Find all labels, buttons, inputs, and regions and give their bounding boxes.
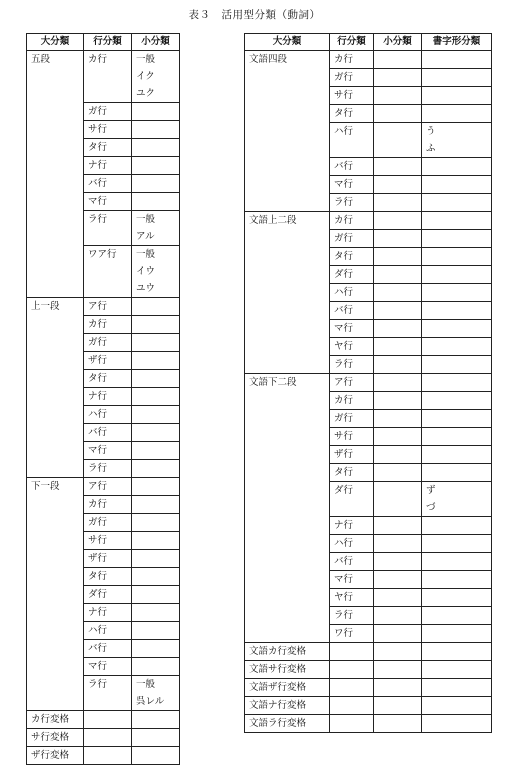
sub-category-cell bbox=[132, 211, 180, 246]
row-category-cell: ラ行 bbox=[330, 607, 374, 625]
sub-category-cell bbox=[374, 302, 422, 320]
row-category-cell bbox=[330, 715, 374, 733]
row-category-cell: ワ行 bbox=[330, 625, 374, 643]
row-category-cell: バ行 bbox=[330, 553, 374, 571]
row-category-cell: ラ行 bbox=[330, 356, 374, 374]
table-row bbox=[27, 478, 180, 496]
sub-category-cell bbox=[374, 320, 422, 338]
sub-category-cell bbox=[132, 514, 180, 532]
written-form-cell bbox=[422, 571, 492, 589]
written-form-cell bbox=[422, 535, 492, 553]
written-form-cell bbox=[422, 428, 492, 446]
written-form-cell bbox=[422, 661, 492, 679]
sub-category-cell bbox=[374, 464, 422, 482]
sub-category-cell bbox=[132, 568, 180, 586]
row-category-cell: ガ行 bbox=[84, 103, 132, 121]
written-form-cell bbox=[422, 51, 492, 69]
header-sub-category: 小分類 bbox=[132, 34, 180, 51]
sub-category-cell bbox=[132, 406, 180, 424]
row-category-cell bbox=[84, 747, 132, 765]
row-category-cell: タ行 bbox=[84, 139, 132, 157]
row-category-cell: ハ行 bbox=[330, 284, 374, 302]
sub-category-cell bbox=[132, 388, 180, 406]
main-category-cell: 文語下二段 bbox=[245, 374, 330, 643]
written-form-cell bbox=[422, 248, 492, 266]
sub-category-cell bbox=[132, 747, 180, 765]
row-category-cell: ハ行 bbox=[84, 622, 132, 640]
sub-category-cell bbox=[374, 661, 422, 679]
sub-category-cell bbox=[374, 679, 422, 697]
sub-category-cell bbox=[374, 392, 422, 410]
table-row bbox=[27, 298, 180, 316]
row-category-cell bbox=[330, 679, 374, 697]
main-category-cell: 上一段 bbox=[27, 298, 84, 478]
sub-category-cell bbox=[132, 604, 180, 622]
sub-category-cell bbox=[374, 571, 422, 589]
row-category-cell: バ行 bbox=[84, 640, 132, 658]
row-category-cell: ラ行 bbox=[84, 460, 132, 478]
written-form-cell bbox=[422, 320, 492, 338]
main-category-cell: 文語カ行変格 bbox=[245, 643, 330, 661]
main-category-cell: 文語上二段 bbox=[245, 212, 330, 374]
row-category-cell: ガ行 bbox=[330, 69, 374, 87]
row-category-cell bbox=[84, 711, 132, 729]
sub-category-cell bbox=[132, 622, 180, 640]
sub-category-cell-line: イク bbox=[136, 71, 155, 82]
sub-category-cell bbox=[132, 157, 180, 175]
written-form-cell bbox=[422, 625, 492, 643]
sub-category-cell bbox=[132, 676, 180, 711]
sub-category-cell bbox=[132, 640, 180, 658]
row-category-cell: ラ行 bbox=[330, 194, 374, 212]
header-main-category: 大分類 bbox=[245, 34, 330, 51]
main-category-cell: 五段 bbox=[27, 51, 84, 298]
row-category-cell: ダ行 bbox=[330, 482, 374, 517]
sub-category-cell bbox=[132, 121, 180, 139]
sub-category-cell-line: 一般 bbox=[136, 214, 156, 225]
sub-category-cell bbox=[132, 460, 180, 478]
sub-category-cell bbox=[374, 212, 422, 230]
sub-category-cell bbox=[374, 517, 422, 535]
written-form-cell-line: づ bbox=[426, 502, 436, 513]
sub-category-cell bbox=[374, 194, 422, 212]
table-row bbox=[27, 51, 180, 103]
table-row bbox=[245, 374, 492, 392]
written-form-cell-line: ふ bbox=[426, 143, 436, 154]
sub-category-cell-line: アル bbox=[136, 231, 155, 242]
written-form-cell bbox=[422, 392, 492, 410]
row-category-cell: マ行 bbox=[84, 658, 132, 676]
main-category-cell: サ行変格 bbox=[27, 729, 84, 747]
sub-category-cell bbox=[374, 69, 422, 87]
row-category-cell: ハ行 bbox=[330, 123, 374, 158]
sub-category-cell bbox=[374, 356, 422, 374]
right-classification-table bbox=[244, 33, 492, 733]
written-form-cell bbox=[422, 338, 492, 356]
row-category-cell: ザ行 bbox=[84, 352, 132, 370]
header-row-category: 行分類 bbox=[84, 34, 132, 51]
sub-category-cell bbox=[132, 175, 180, 193]
row-category-cell: タ行 bbox=[330, 464, 374, 482]
row-category-cell: サ行 bbox=[84, 532, 132, 550]
written-form-cell bbox=[422, 464, 492, 482]
row-category-cell: サ行 bbox=[84, 121, 132, 139]
row-category-cell: ラ行 bbox=[84, 676, 132, 711]
row-category-cell: ガ行 bbox=[330, 410, 374, 428]
sub-category-cell bbox=[374, 374, 422, 392]
main-category-cell: ザ行変格 bbox=[27, 747, 84, 765]
main-category-cell: 文語ナ行変格 bbox=[245, 697, 330, 715]
row-category-cell bbox=[330, 661, 374, 679]
row-category-cell: ヤ行 bbox=[330, 338, 374, 356]
row-category-cell: バ行 bbox=[330, 302, 374, 320]
row-category-cell: ダ行 bbox=[330, 266, 374, 284]
written-form-cell bbox=[422, 410, 492, 428]
sub-category-cell bbox=[374, 87, 422, 105]
written-form-cell bbox=[422, 679, 492, 697]
sub-category-cell bbox=[132, 658, 180, 676]
sub-category-cell bbox=[374, 158, 422, 176]
row-category-cell: ア行 bbox=[84, 478, 132, 496]
row-category-cell: タ行 bbox=[330, 248, 374, 266]
sub-category-cell bbox=[374, 697, 422, 715]
row-category-cell: カ行 bbox=[330, 51, 374, 69]
sub-category-cell-line: 呉レル bbox=[136, 696, 165, 707]
header-main-category: 大分類 bbox=[27, 34, 84, 51]
row-category-cell: マ行 bbox=[330, 571, 374, 589]
sub-category-cell bbox=[374, 284, 422, 302]
sub-category-cell-line: 一般 bbox=[136, 679, 156, 690]
row-category-cell: カ行 bbox=[330, 392, 374, 410]
row-category-cell: ア行 bbox=[84, 298, 132, 316]
written-form-cell bbox=[422, 69, 492, 87]
sub-category-cell bbox=[132, 478, 180, 496]
written-form-cell bbox=[422, 105, 492, 123]
written-form-cell-line: う bbox=[426, 126, 436, 137]
row-category-cell: カ行 bbox=[84, 496, 132, 514]
sub-category-cell bbox=[374, 446, 422, 464]
row-category-cell: ガ行 bbox=[84, 514, 132, 532]
table-row bbox=[245, 661, 492, 679]
main-category-cell: 文語サ行変格 bbox=[245, 661, 330, 679]
row-category-cell: ワア行 bbox=[84, 246, 132, 298]
written-form-cell bbox=[422, 643, 492, 661]
sub-category-cell bbox=[374, 176, 422, 194]
sub-category-cell bbox=[132, 51, 180, 103]
written-form-cell bbox=[422, 87, 492, 105]
sub-category-cell bbox=[132, 193, 180, 211]
written-form-cell bbox=[422, 482, 492, 517]
written-form-cell bbox=[422, 266, 492, 284]
sub-category-cell bbox=[132, 139, 180, 157]
row-category-cell bbox=[330, 697, 374, 715]
row-category-cell: ナ行 bbox=[84, 604, 132, 622]
header-row bbox=[27, 34, 180, 51]
sub-category-cell bbox=[374, 230, 422, 248]
written-form-cell bbox=[422, 230, 492, 248]
main-category-cell: 文語ザ行変格 bbox=[245, 679, 330, 697]
main-category-cell: 下一段 bbox=[27, 478, 84, 711]
sub-category-cell bbox=[132, 496, 180, 514]
row-category-cell: ヤ行 bbox=[330, 589, 374, 607]
written-form-cell bbox=[422, 302, 492, 320]
sub-category-cell bbox=[374, 589, 422, 607]
sub-category-cell bbox=[374, 482, 422, 517]
row-category-cell: ダ行 bbox=[84, 586, 132, 604]
written-form-cell bbox=[422, 356, 492, 374]
row-category-cell: カ行 bbox=[84, 316, 132, 334]
table-row bbox=[245, 697, 492, 715]
row-category-cell: マ行 bbox=[330, 176, 374, 194]
main-category-cell: 文語四段 bbox=[245, 51, 330, 212]
written-form-cell bbox=[422, 589, 492, 607]
sub-category-cell bbox=[132, 316, 180, 334]
sub-category-cell bbox=[374, 643, 422, 661]
row-category-cell: ガ行 bbox=[330, 230, 374, 248]
table-title: 表３ 活用型分類（動詞） bbox=[188, 9, 321, 21]
sub-category-cell bbox=[132, 532, 180, 550]
table-row bbox=[245, 212, 492, 230]
written-form-cell bbox=[422, 517, 492, 535]
sub-category-cell-line: 一般 bbox=[136, 54, 156, 65]
table-row bbox=[27, 711, 180, 729]
written-form-cell bbox=[422, 374, 492, 392]
row-category-cell: ガ行 bbox=[84, 334, 132, 352]
row-category-cell: カ行 bbox=[84, 51, 132, 103]
row-category-cell: タ行 bbox=[84, 568, 132, 586]
written-form-cell bbox=[422, 553, 492, 571]
written-form-cell bbox=[422, 176, 492, 194]
row-category-cell: タ行 bbox=[330, 105, 374, 123]
sub-category-cell bbox=[132, 370, 180, 388]
sub-category-cell bbox=[374, 715, 422, 733]
sub-category-cell bbox=[132, 550, 180, 568]
sub-category-cell-line: 一般 bbox=[136, 249, 156, 260]
sub-category-cell bbox=[374, 428, 422, 446]
row-category-cell: マ行 bbox=[330, 320, 374, 338]
main-category-cell: カ行変格 bbox=[27, 711, 84, 729]
row-category-cell: ナ行 bbox=[84, 157, 132, 175]
row-category-cell: カ行 bbox=[330, 212, 374, 230]
sub-category-cell bbox=[374, 266, 422, 284]
row-category-cell: タ行 bbox=[84, 370, 132, 388]
row-category-cell: サ行 bbox=[330, 428, 374, 446]
sub-category-cell bbox=[132, 586, 180, 604]
row-category-cell: マ行 bbox=[84, 193, 132, 211]
row-category-cell: ラ行 bbox=[84, 211, 132, 246]
row-category-cell: バ行 bbox=[330, 158, 374, 176]
sub-category-cell bbox=[374, 123, 422, 158]
sub-category-cell bbox=[132, 711, 180, 729]
row-category-cell: ハ行 bbox=[84, 406, 132, 424]
sub-category-cell-line: イウ bbox=[136, 266, 156, 277]
table-row bbox=[245, 715, 492, 733]
sub-category-cell bbox=[132, 442, 180, 460]
header-row bbox=[245, 34, 492, 51]
row-category-cell: ナ行 bbox=[84, 388, 132, 406]
sub-category-cell bbox=[374, 51, 422, 69]
sub-category-cell bbox=[374, 410, 422, 428]
row-category-cell: バ行 bbox=[84, 424, 132, 442]
sub-category-cell bbox=[374, 338, 422, 356]
written-form-cell bbox=[422, 607, 492, 625]
written-form-cell bbox=[422, 123, 492, 158]
row-category-cell: ハ行 bbox=[330, 535, 374, 553]
left-classification-table bbox=[26, 33, 180, 765]
written-form-cell-line: ず bbox=[426, 485, 436, 496]
row-category-cell: ナ行 bbox=[330, 517, 374, 535]
written-form-cell bbox=[422, 194, 492, 212]
sub-category-cell bbox=[132, 352, 180, 370]
sub-category-cell bbox=[374, 535, 422, 553]
row-category-cell: ザ行 bbox=[330, 446, 374, 464]
sub-category-cell-line: ユク bbox=[136, 88, 156, 99]
sub-category-cell bbox=[374, 248, 422, 266]
written-form-cell bbox=[422, 715, 492, 733]
sub-category-cell bbox=[374, 625, 422, 643]
header-written-form-category: 書字形分類 bbox=[422, 34, 492, 51]
row-category-cell: マ行 bbox=[84, 442, 132, 460]
header-row-category: 行分類 bbox=[330, 34, 374, 51]
table-row bbox=[245, 643, 492, 661]
sub-category-cell bbox=[374, 607, 422, 625]
written-form-cell bbox=[422, 446, 492, 464]
sub-category-cell-line: ユウ bbox=[136, 283, 156, 294]
main-category-cell: 文語ラ行変格 bbox=[245, 715, 330, 733]
sub-category-cell bbox=[374, 105, 422, 123]
sub-category-cell bbox=[132, 298, 180, 316]
row-category-cell: ザ行 bbox=[84, 550, 132, 568]
row-category-cell bbox=[330, 643, 374, 661]
written-form-cell bbox=[422, 212, 492, 230]
written-form-cell bbox=[422, 158, 492, 176]
table-row bbox=[245, 51, 492, 69]
sub-category-cell bbox=[132, 424, 180, 442]
table-row bbox=[245, 679, 492, 697]
written-form-cell bbox=[422, 284, 492, 302]
row-category-cell: バ行 bbox=[84, 175, 132, 193]
table-row bbox=[27, 747, 180, 765]
sub-category-cell bbox=[132, 103, 180, 121]
sub-category-cell bbox=[132, 334, 180, 352]
row-category-cell: サ行 bbox=[330, 87, 374, 105]
sub-category-cell bbox=[374, 553, 422, 571]
header-sub-category: 小分類 bbox=[374, 34, 422, 51]
written-form-cell bbox=[422, 697, 492, 715]
sub-category-cell bbox=[132, 246, 180, 298]
row-category-cell: ア行 bbox=[330, 374, 374, 392]
